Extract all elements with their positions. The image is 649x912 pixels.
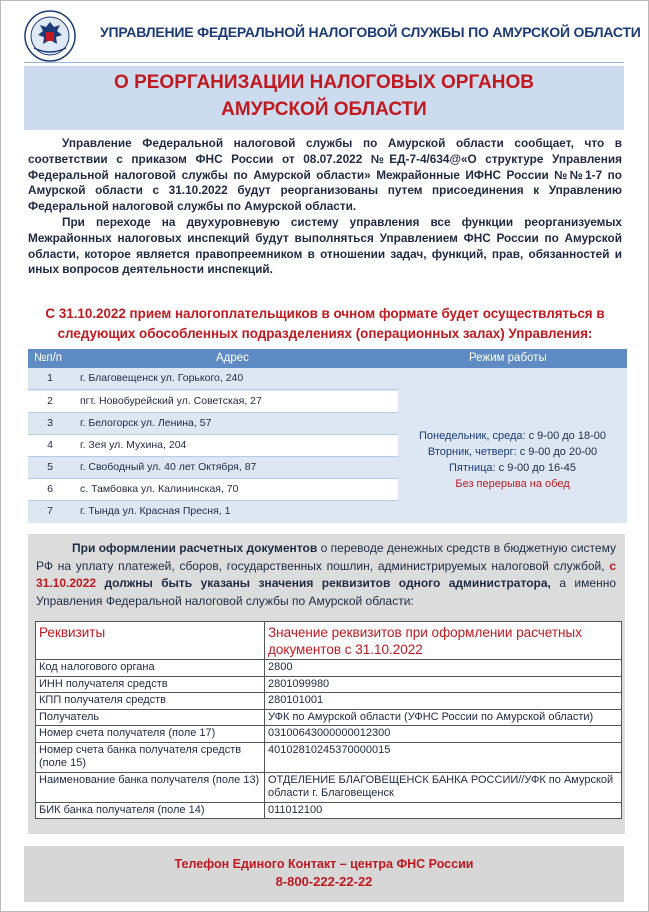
requisites-table-header xyxy=(36,622,622,660)
requisite-name: КПП получателя средств xyxy=(36,693,265,710)
title-line-2: АМУРСКОЙ ОБЛАСТИ xyxy=(221,99,427,120)
row-divider xyxy=(28,389,398,390)
intro-paragraph-1: Управление Федеральной налоговой службы по Амурской области сообщает, что в соответствии с приказом ФНС России от 08.07.2022 №ЕД-7-4/634@«О структуре Управления Федеральной налоговой службы по Амурской области» Межрайонные ИФНС России №№1-7 по Амурской области с 31.10.2022 будут реорганизованы путем присоединения к Управлению Федеральной налоговой службы по Амурской области. xyxy=(28,136,622,214)
requisite-name: Код налогового органа xyxy=(36,660,265,677)
table-row xyxy=(28,479,398,500)
requisite-name: Наименование банка получателя (поле 13) xyxy=(36,772,265,802)
intro-text xyxy=(28,136,622,278)
table-row xyxy=(28,368,398,389)
requisite-value: ОТДЕЛЕНИЕ БЛАГОВЕЩЕНСК БАНКА РОССИИ//УФК по Амурской области г. Благовещенск xyxy=(265,772,622,802)
offices-table-body xyxy=(28,368,627,523)
header-requisite-value: Значение реквизитов при оформлении расчетных документов с 31.10.2022 xyxy=(265,622,622,660)
row-num: 4 xyxy=(47,439,53,451)
table-row xyxy=(28,435,398,456)
row-num: 1 xyxy=(47,372,53,384)
table-row xyxy=(36,742,622,772)
row-num: 5 xyxy=(47,461,53,473)
reception-heading-line-1: С 31.10.2022 прием налогоплательщиков в очном формате будет осуществляться в xyxy=(45,306,605,321)
table-row xyxy=(36,676,622,693)
requisite-name: ИНН получателя средств xyxy=(36,676,265,693)
requisite-value: 011012100 xyxy=(265,802,622,819)
row-address: г. Благовещенск ул. Горького, 240 xyxy=(80,372,244,384)
table-row xyxy=(36,772,622,802)
row-num: 3 xyxy=(47,417,53,429)
header-requisite: Реквизиты xyxy=(36,622,265,660)
requisites-intro: При оформлении расчетных документов о переводе денежных средств в бюджетную систему РФ на уплату платежей, сборов, государственных пошлин, администрируемых налоговой службой, с 31.10.2022 должны быть указаны значения реквизитов одного администратора, а именно Управления Федеральной налоговой службы по Амурской области: xyxy=(36,541,616,608)
agency-name: УПРАВЛЕНИЕ ФЕДЕРАЛЬНОЙ НАЛОГОВОЙ СЛУЖБЫ ПО АМУРСКОЙ ОБЛАСТИ xyxy=(100,24,641,40)
intro-paragraph-2: При переходе на двухуровневую систему управления все функции реорганизуемых Межрайонных налоговых инспекций будут выполняться Управлением ФНС России по Амурской области, которое является правопреемником в отношении задач, функций, прав, обязанностей и иных вопросов деятельности инспекций. xyxy=(28,214,622,277)
row-address: г. Тында ул. Красная Пресня, 1 xyxy=(80,505,231,517)
row-address: г. Свободный ул. 40 лет Октября, 87 xyxy=(80,461,257,473)
header-num: №п/п xyxy=(34,352,62,364)
table-row xyxy=(36,726,622,743)
reception-heading-line-2: следующих обособленных подразделениях (операционных залах) Управления: xyxy=(57,326,593,341)
contact-footer xyxy=(24,846,624,902)
table-row xyxy=(28,413,398,434)
offices-table-header xyxy=(28,349,627,368)
no-lunch-break: Без перерыва на обед xyxy=(455,478,570,490)
reception-heading xyxy=(24,304,626,344)
table-row xyxy=(36,709,622,726)
requisite-name: БИК банка получателя (поле 14) xyxy=(36,802,265,819)
requisites-intro-lead: При оформлении расчетных документов xyxy=(72,541,318,555)
contact-center-label: Телефон Единого Контакт – центра ФНС России xyxy=(174,857,474,871)
requisite-value: 2800 xyxy=(265,660,622,677)
contact-phone: 8-800-222-22-22 xyxy=(275,874,373,889)
schedule-tue-thu: Вторник, четверг: с 9-00 до 20-00 xyxy=(427,446,598,458)
requisite-name: Получатель xyxy=(36,709,265,726)
table-row xyxy=(28,391,398,412)
title-line-1: О РЕОРГАНИЗАЦИИ НАЛОГОВЫХ ОРГАНОВ xyxy=(114,72,534,93)
row-address: г. Зея ул. Мухина, 204 xyxy=(80,439,187,451)
title-banner xyxy=(24,66,624,130)
table-row xyxy=(28,501,398,522)
requisite-name: Номер счета получателя (поле 17) xyxy=(36,726,265,743)
requisites-table xyxy=(35,621,622,819)
row-num: 7 xyxy=(47,505,53,517)
schedule-fri: Пятница: с 9-00 до 16-45 xyxy=(448,462,576,474)
header-hours: Режим работы xyxy=(469,352,547,364)
header-address: Адрес xyxy=(216,352,249,364)
row-address: г. Белогорск ул. Ленина, 57 xyxy=(80,417,212,429)
requisite-value: 40102810245370000015 xyxy=(265,742,622,772)
requisite-value: 280101001 xyxy=(265,693,622,710)
header-rule xyxy=(24,62,624,63)
row-num: 6 xyxy=(47,483,53,495)
schedule-mon-wed: Понедельник, среда: с 9-00 до 18-00 xyxy=(419,430,606,442)
table-row xyxy=(36,693,622,710)
fns-emblem-icon xyxy=(24,10,76,62)
table-row xyxy=(28,457,398,478)
requisite-value: 2801099980 xyxy=(265,676,622,693)
table-row xyxy=(36,802,622,819)
requisite-value: УФК по Амурской области (УФНС России по Амурской области) xyxy=(265,709,622,726)
working-hours xyxy=(398,428,627,492)
offices-table xyxy=(28,349,627,523)
row-num: 2 xyxy=(47,395,53,407)
requisite-name: Номер счета банка получателя средств (поле 15) xyxy=(36,742,265,772)
row-address: с. Тамбовка ул. Калининская, 70 xyxy=(80,483,239,495)
table-row xyxy=(36,660,622,677)
requisite-value: 03100643000000012300 xyxy=(265,726,622,743)
row-address: пгт. Новобурейский ул. Советская, 27 xyxy=(80,395,262,407)
